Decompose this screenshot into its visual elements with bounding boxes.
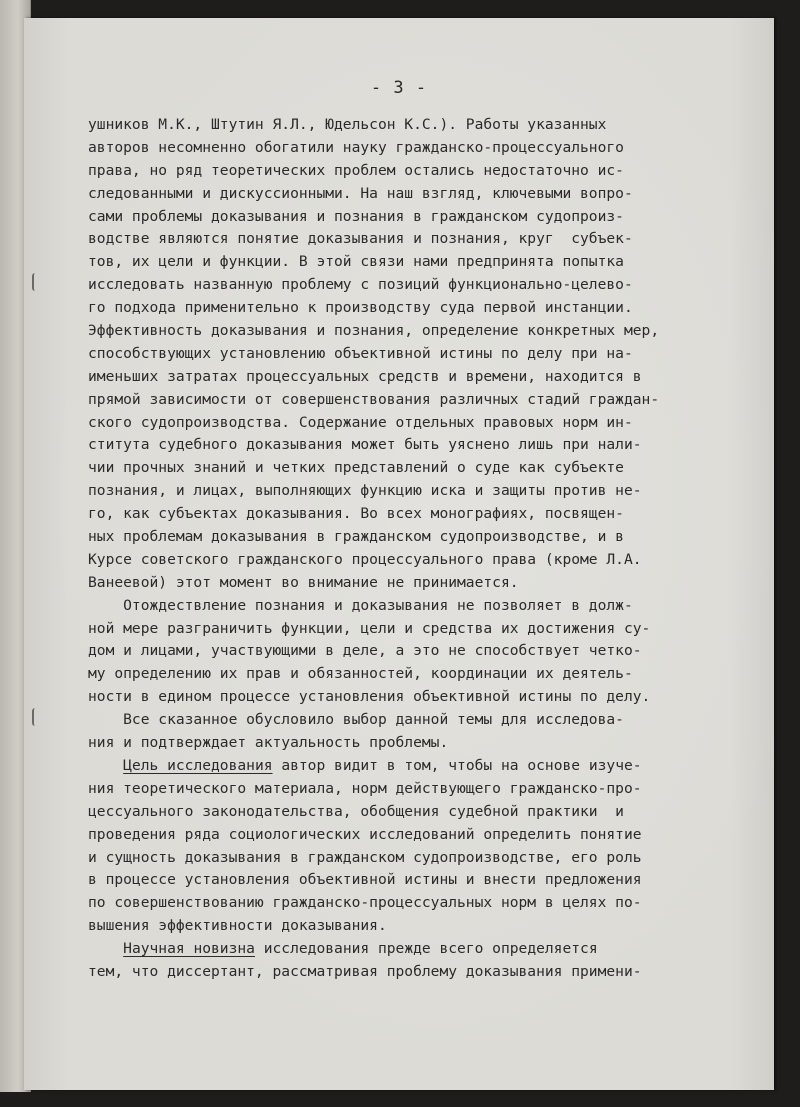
text-line xyxy=(88,297,728,320)
body-text xyxy=(88,114,728,984)
text-segment xyxy=(88,940,123,957)
text-line xyxy=(88,732,728,755)
text-segment xyxy=(88,757,123,774)
text-line xyxy=(88,457,728,480)
text-line xyxy=(88,228,728,251)
text-line xyxy=(88,961,728,984)
document-page xyxy=(24,18,774,1090)
text-segment: и сущность доказывания в гражданском судопроизводстве, его роль xyxy=(88,848,642,866)
text-line xyxy=(88,137,728,160)
text-line xyxy=(88,618,728,641)
text-line xyxy=(88,274,728,297)
text-segment: по совершенствованию гражданско-процессуальных норм в целях по- xyxy=(88,894,642,912)
text-line xyxy=(88,412,728,435)
text-line xyxy=(88,206,728,229)
text-segment: тем, что диссертант, рассматривая проблему доказывания примени- xyxy=(88,962,642,980)
text-segment: именьших затратах процессуальных средств и времени, находится в xyxy=(88,367,642,385)
text-line xyxy=(88,709,728,732)
text-segment: Эффективность доказывания и познания, определение конкретных мер, xyxy=(88,322,660,340)
text-segment: ния теоретического материала, норм действующего гражданско-про- xyxy=(88,779,642,797)
text-segment: способствующих установлению объективной истины по делу при на- xyxy=(88,344,633,362)
text-line xyxy=(88,526,728,549)
text-segment: автор видит в том, чтобы на основе изуче- xyxy=(272,756,642,774)
text-line xyxy=(88,480,728,503)
text-segment: ского судопроизводства. Содержание отдельных правовых норм ин- xyxy=(88,413,633,431)
underlined-heading: Научная новизна xyxy=(123,940,255,958)
text-line xyxy=(88,160,728,183)
text-line xyxy=(88,938,728,961)
text-segment: чии прочных знаний и четких представлений о суде как субъекте xyxy=(88,459,624,477)
text-line xyxy=(88,572,728,595)
text-segment: водстве являются понятие доказывания и познания, круг субъек- xyxy=(88,230,633,248)
text-segment: сами проблемы доказывания и познания в гражданском судопроиз- xyxy=(88,207,624,225)
text-line xyxy=(88,847,728,870)
text-segment: цессуального законодательства, обобщения судебной практики и xyxy=(88,802,624,820)
staple-mark xyxy=(32,273,40,291)
text-segment: му определению их прав и обязанностей, координации их деятель- xyxy=(88,665,633,683)
text-line xyxy=(88,343,728,366)
text-line xyxy=(88,686,728,709)
text-segment: ститута судебного доказывания может быть уяснено лишь при нали- xyxy=(88,436,642,454)
text-segment: следованными и дискуссионными. На наш взгляд, ключевыми вопро- xyxy=(88,184,633,202)
page-number: - 3 - xyxy=(370,78,428,98)
text-segment: исследовать названную проблему с позиций функционально-целево- xyxy=(88,276,633,294)
text-segment: ности в едином процессе установления объективной истины по делу. xyxy=(88,688,651,706)
text-line xyxy=(88,892,728,915)
text-line xyxy=(88,640,728,663)
staple-mark xyxy=(32,708,40,726)
text-segment: проведения ряда социологических исследований определить понятие xyxy=(88,825,642,843)
text-segment: ушников М.К., Штутин Я.Л., Юдельсон К.С.). Работы указанных xyxy=(88,116,607,133)
text-line xyxy=(88,389,728,412)
text-segment: Отождествление познания и доказывания не позволяет в долж- xyxy=(88,596,633,614)
text-segment: го подхода применительно к производству суда первой инстанции. xyxy=(88,299,633,317)
text-line xyxy=(88,503,728,526)
text-segment: познания, и лицах, выполняющих функцию иска и защиты против не- xyxy=(88,482,642,500)
text-line xyxy=(88,778,728,801)
text-segment: в процессе установления объективной истины и внести предложения xyxy=(88,871,642,889)
text-line xyxy=(88,915,728,938)
text-segment: авторов несомненно обогатили науку гражданско-процессуального xyxy=(88,138,624,156)
text-line xyxy=(88,801,728,824)
text-segment: прямой зависимости от совершенствования различных стадий граждан- xyxy=(88,390,660,408)
text-line xyxy=(88,549,728,572)
text-segment: тов, их цели и функции. В этой связи нами предпринята попытка xyxy=(88,253,624,271)
text-line xyxy=(88,183,728,206)
text-segment: ных проблемам доказывания в гражданском судопроизводстве, и в xyxy=(88,528,624,546)
text-segment: дом и лицами, участвующими в деле, а это не способствует четко- xyxy=(88,642,642,660)
text-segment: вышения эффективности доказывания. xyxy=(88,917,387,935)
text-line xyxy=(88,755,728,778)
text-segment: ния и подтверждает актуальность проблемы. xyxy=(88,734,449,752)
underlined-heading: Цель исследования xyxy=(123,756,273,774)
text-segment: Все сказанное обусловило выбор данной темы для исследова- xyxy=(88,711,624,729)
text-line xyxy=(88,663,728,686)
text-line xyxy=(88,869,728,892)
text-segment: Курсе советского гражданского процессуального права (кроме Л.А. xyxy=(88,550,642,568)
text-line xyxy=(88,824,728,847)
text-segment: права, но ряд теоретических проблем остались недостаточно ис- xyxy=(88,161,624,179)
text-line xyxy=(88,434,728,457)
text-line xyxy=(88,366,728,389)
text-line xyxy=(88,114,728,137)
text-segment: ной мере разграничить функции, цели и средства их достижения су- xyxy=(88,619,651,637)
text-segment: го, как субъектах доказывания. Во всех монографиях, посвящен- xyxy=(88,505,624,523)
text-line xyxy=(88,320,728,343)
text-segment: Ванеевой) этот момент во внимание не принимается. xyxy=(88,573,519,591)
text-segment: исследования прежде всего определяется xyxy=(254,940,598,958)
text-line xyxy=(88,251,728,274)
text-line xyxy=(88,595,728,618)
